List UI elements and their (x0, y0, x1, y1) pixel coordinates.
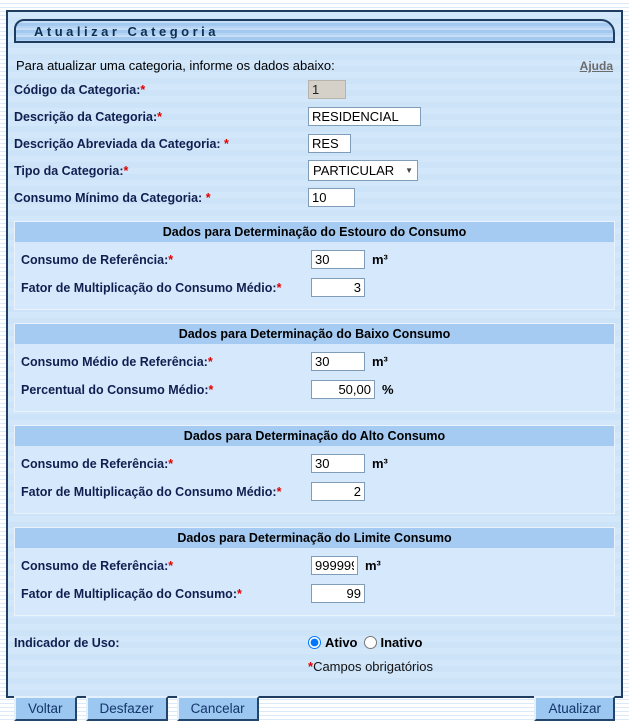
button-row-spacer (268, 696, 526, 721)
descricao-categoria-label: Descrição da Categoria:* (14, 109, 162, 124)
fator-multiplicacao-estouro-row (21, 277, 608, 298)
required-asterisk: * (168, 558, 174, 573)
consumo-referencia-alto-row (21, 453, 608, 474)
section-title: Dados para Determinação do Baixo Consumo (15, 324, 614, 344)
fator-multiplicacao-alto-input[interactable] (311, 482, 365, 501)
descricao-abreviada-input[interactable] (308, 134, 351, 153)
tipo-categoria-select[interactable] (308, 160, 418, 181)
codigo-categoria-row (14, 79, 615, 100)
required-asterisk: * (208, 382, 214, 397)
chevron-down-icon: ▼ (405, 166, 413, 175)
descricao-abreviada-row (14, 133, 615, 154)
page-title: Atualizar Categoria (34, 23, 219, 39)
tipo-categoria-row (14, 160, 615, 181)
consumo-referencia-alto-input[interactable] (311, 454, 365, 473)
ativo-radio-label: Ativo (325, 635, 358, 650)
atualizar-button[interactable]: Atualizar (534, 696, 615, 721)
section-title: Dados para Determinação do Limite Consumo (15, 528, 614, 548)
required-fields-note: *Campos obrigatórios (308, 659, 434, 674)
consumo-referencia-limite-row (21, 555, 608, 576)
consumo-medio-referencia-input[interactable] (311, 352, 365, 371)
required-asterisk: * (157, 109, 162, 124)
fator-multiplicacao-alto-label: Fator de Multiplicação do Consumo Médio:* (21, 484, 282, 499)
consumo-referencia-alto-label: Consumo de Referência:* (21, 456, 174, 471)
indicador-uso-row (14, 632, 615, 653)
percentual-consumo-medio-row (21, 379, 608, 400)
unit-label: m³ (372, 456, 388, 471)
consumo-referencia-limite-label: Consumo de Referência:* (21, 558, 174, 573)
inativo-radio[interactable] (364, 636, 377, 649)
inativo-radio-option[interactable] (364, 635, 423, 650)
required-asterisk: * (168, 456, 174, 471)
required-asterisk: * (236, 586, 242, 601)
fator-multiplicacao-limite-input[interactable] (311, 584, 365, 603)
fator-multiplicacao-estouro-label: Fator de Multiplicação do Consumo Médio:* (21, 280, 282, 295)
voltar-button[interactable]: Voltar (14, 696, 77, 721)
codigo-categoria-label: Código da Categoria:* (14, 82, 146, 97)
consumo-minimo-label: Consumo Mínimo da Categoria: * (14, 190, 211, 205)
indicador-uso-label: Indicador de Uso: (14, 635, 120, 650)
required-asterisk: * (168, 252, 174, 267)
unit-label: % (382, 382, 394, 397)
section-baixo-consumo (14, 323, 615, 412)
tipo-categoria-label: Tipo da Categoria:* (14, 163, 129, 178)
fator-multiplicacao-alto-row (21, 481, 608, 502)
section-limite-consumo (14, 527, 615, 616)
consumo-referencia-estouro-input[interactable] (311, 250, 365, 269)
consumo-referencia-estouro-row (21, 249, 608, 270)
percentual-consumo-medio-label: Percentual do Consumo Médio:* (21, 382, 214, 397)
fator-multiplicacao-estouro-input[interactable] (311, 278, 365, 297)
percentual-consumo-medio-input[interactable] (311, 380, 375, 399)
required-asterisk: * (276, 484, 282, 499)
intro-text: Para atualizar uma categoria, informe os dados abaixo: (16, 58, 335, 73)
fator-multiplicacao-limite-row (21, 583, 608, 604)
codigo-categoria-input (308, 80, 346, 99)
section-alto-consumo (14, 425, 615, 514)
inativo-radio-label: Inativo (380, 635, 423, 650)
descricao-abreviada-label: Descrição Abreviada da Categoria: * (14, 136, 229, 151)
required-asterisk: * (308, 659, 314, 674)
consumo-referencia-estouro-label: Consumo de Referência:* (21, 252, 174, 267)
section-estouro-consumo (14, 221, 615, 310)
descricao-categoria-input[interactable] (308, 107, 421, 126)
consumo-minimo-input[interactable] (308, 188, 355, 207)
atualizar-categoria-panel (6, 10, 623, 716)
consumo-minimo-row (14, 187, 615, 208)
required-asterisk: * (207, 354, 213, 369)
descricao-categoria-row (14, 106, 615, 127)
consumo-medio-referencia-row (21, 351, 608, 372)
cancelar-button[interactable]: Cancelar (177, 696, 259, 721)
required-asterisk: * (276, 280, 282, 295)
required-asterisk: * (140, 82, 146, 97)
required-asterisk: * (123, 163, 129, 178)
unit-label: m³ (372, 252, 388, 267)
section-title: Dados para Determinação do Estouro do Consumo (15, 222, 614, 242)
required-asterisk: * (224, 136, 229, 151)
consumo-referencia-limite-input[interactable] (311, 556, 358, 575)
tipo-categoria-selected-value: PARTICULAR (313, 163, 395, 178)
desfazer-button[interactable]: Desfazer (86, 696, 168, 721)
help-link[interactable]: Ajuda (579, 59, 613, 73)
unit-label: m³ (372, 354, 388, 369)
panel-title-bar (14, 19, 615, 43)
ativo-radio-option[interactable] (308, 635, 358, 650)
indicador-uso-radio-group (308, 635, 422, 650)
fator-multiplicacao-limite-label: Fator de Multiplicação do Consumo:* (21, 586, 242, 601)
section-title: Dados para Determinação do Alto Consumo (15, 426, 614, 446)
ativo-radio[interactable] (308, 636, 321, 649)
consumo-medio-referencia-label: Consumo Médio de Referência:* (21, 354, 213, 369)
unit-label: m³ (365, 558, 381, 573)
required-asterisk: * (205, 190, 211, 205)
